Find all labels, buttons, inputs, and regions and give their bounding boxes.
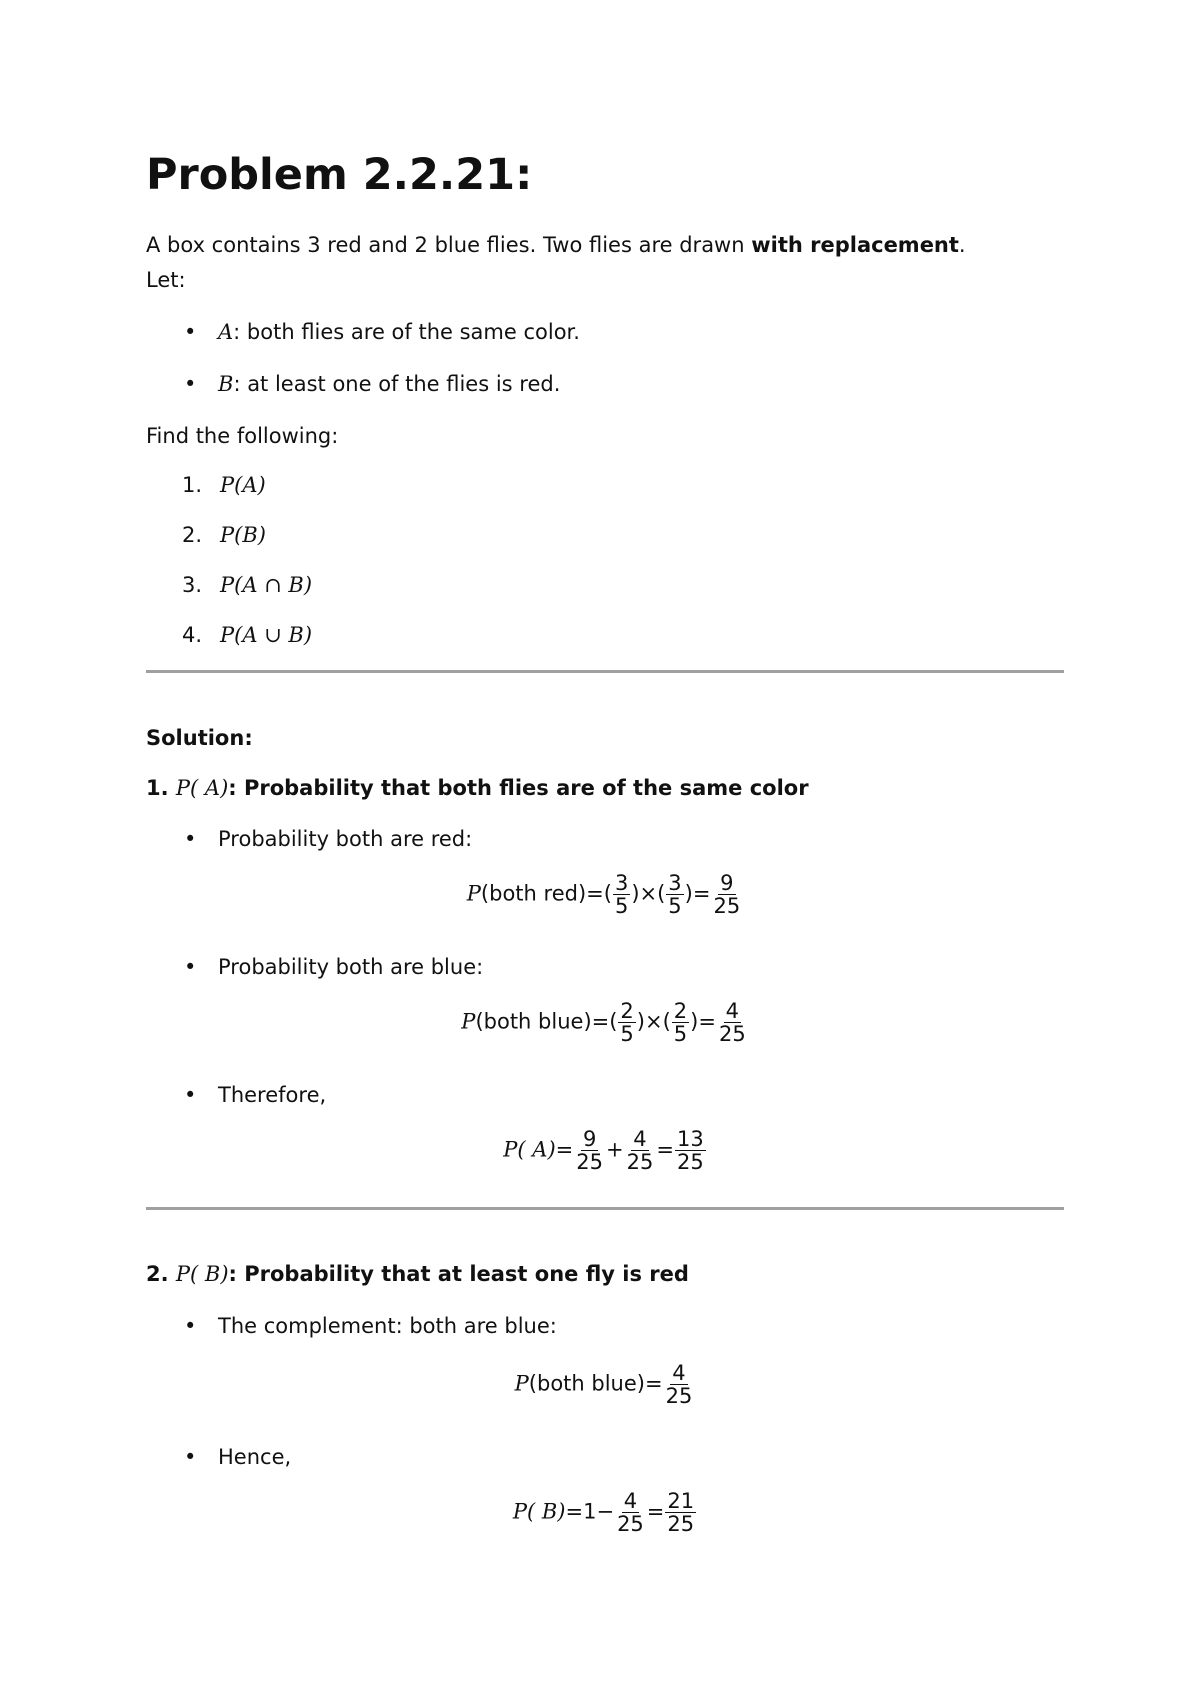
- bullet-icon: •: [184, 372, 197, 396]
- equation-both-red: P(both red)=( $\frac{3}{5}$ )×( $\frac{3}{5}$ )= $\frac{9}{25}$: [466, 871, 741, 919]
- question-number: 2.: [182, 523, 203, 547]
- question-expr: P(A): [220, 473, 266, 497]
- let-label: Let:: [146, 268, 186, 292]
- eq-symbol: P( B): [512, 1499, 566, 1524]
- equation-p-b: P( B)=1− $\frac{4}{25}$ = $\frac{21}{25}$: [512, 1489, 695, 1537]
- numerator: 2: [620, 999, 634, 1023]
- fraction: [675, 1128, 706, 1173]
- eq-argument: both red: [489, 881, 578, 906]
- event-b-text: : at least one of the flies is red.: [233, 372, 561, 396]
- numerator: 4: [623, 1489, 638, 1513]
- denominator: 25: [667, 1512, 695, 1537]
- intro-bold-text: with replacement: [751, 233, 959, 257]
- part2-expr: P( B): [175, 1262, 229, 1286]
- solution-label: Solution:: [146, 726, 253, 750]
- find-label: Find the following:: [146, 424, 339, 448]
- denominator: 5: [614, 894, 629, 919]
- problem-title: Problem 2.2.21:: [146, 150, 533, 200]
- denominator: 25: [626, 1150, 654, 1175]
- part1-number: 1.: [146, 776, 176, 800]
- eq-symbol: P: [466, 881, 481, 906]
- event-a-text: : both flies are of the same color.: [233, 320, 580, 344]
- numerator: 3: [668, 871, 682, 895]
- part2-heading: [146, 1262, 689, 1286]
- bullet-icon: •: [184, 955, 197, 979]
- intro-end: .: [958, 233, 966, 257]
- bullet-text: Hence,: [218, 1445, 292, 1469]
- bullet-icon: •: [184, 827, 197, 851]
- eq-symbol: P: [461, 1009, 476, 1034]
- event-b-symbol: B: [218, 372, 234, 396]
- bullet-icon: •: [184, 1445, 197, 1469]
- bullet-icon: •: [184, 1083, 197, 1107]
- part2-heading-text: : Probability that at least one fly is red: [228, 1262, 689, 1286]
- denominator: 25: [617, 1512, 644, 1537]
- part1-heading-text: : Probability that both flies are of the same color: [228, 776, 809, 800]
- fraction: [717, 1000, 748, 1045]
- denominator: 5: [673, 1022, 688, 1047]
- question-expr: P(A ∪ B): [220, 623, 313, 647]
- eq-symbol: P: [514, 1371, 529, 1396]
- eq-argument: both blue: [483, 1009, 584, 1034]
- bullet-icon: •: [184, 1314, 197, 1338]
- denominator: 25: [665, 1384, 693, 1409]
- bullet-text: Therefore,: [218, 1083, 327, 1107]
- part2-number: 2.: [146, 1262, 176, 1286]
- horizontal-rule: [146, 670, 1064, 673]
- fraction: [625, 1128, 656, 1173]
- bullet-text: The complement: both are blue:: [218, 1314, 557, 1338]
- intro-line: [146, 233, 966, 257]
- part1-expr: P( A): [175, 776, 229, 800]
- question-number: 3.: [182, 573, 203, 597]
- numerator: 9: [720, 871, 734, 895]
- numerator: 4: [725, 999, 739, 1023]
- numerator: 4: [633, 1127, 647, 1151]
- denominator: 25: [676, 1150, 704, 1175]
- eq-argument: both blue: [537, 1371, 637, 1396]
- question-number: 1.: [182, 473, 203, 497]
- fraction: [574, 1128, 605, 1173]
- event-a-symbol: A: [218, 320, 234, 344]
- fraction: [665, 1490, 696, 1535]
- bullet-text: Probability both are red:: [218, 827, 473, 851]
- equation-complement: P(both blue)= $\frac{4}{25}$: [514, 1361, 693, 1409]
- question-number: 4.: [182, 623, 203, 647]
- equation-both-blue: P(both blue)=( $\frac{2}{5}$ )×( $\frac{2}{5}$ )= $\frac{4}{25}$: [461, 999, 746, 1047]
- horizontal-rule: [146, 1207, 1064, 1210]
- denominator: 25: [718, 1022, 746, 1047]
- numerator: 21: [667, 1489, 695, 1513]
- intro-text: A box contains 3 red and 2 blue flies. Two flies are drawn: [146, 233, 752, 257]
- numerator: 4: [672, 1361, 686, 1385]
- denominator: 25: [713, 894, 741, 919]
- bullet-text: Probability both are blue:: [218, 955, 484, 979]
- fraction: [615, 1490, 646, 1535]
- question-expr: P(A ∩ B): [220, 573, 313, 597]
- numerator: 3: [614, 871, 629, 895]
- equation-p-a: P( A)= $\frac{9}{25}$ + $\frac{4}{25}$ = $\frac{13}{25}$: [503, 1127, 704, 1175]
- question-expr: P(B): [220, 523, 266, 547]
- fraction: [613, 872, 630, 917]
- denominator: 5: [620, 1022, 634, 1047]
- bullet-icon: •: [184, 320, 197, 344]
- numerator: 9: [582, 1127, 597, 1151]
- fraction: [618, 1000, 635, 1045]
- eq-symbol: P( A): [503, 1137, 556, 1162]
- numerator: 2: [673, 999, 688, 1023]
- fraction: [664, 1362, 695, 1407]
- fraction: [672, 1000, 689, 1045]
- denominator: 5: [668, 894, 682, 919]
- part1-heading: [146, 776, 809, 800]
- eq-one: 1: [583, 1499, 597, 1524]
- fraction: [711, 872, 742, 917]
- denominator: 25: [576, 1150, 603, 1175]
- numerator: 13: [676, 1127, 704, 1151]
- fraction: [666, 872, 683, 917]
